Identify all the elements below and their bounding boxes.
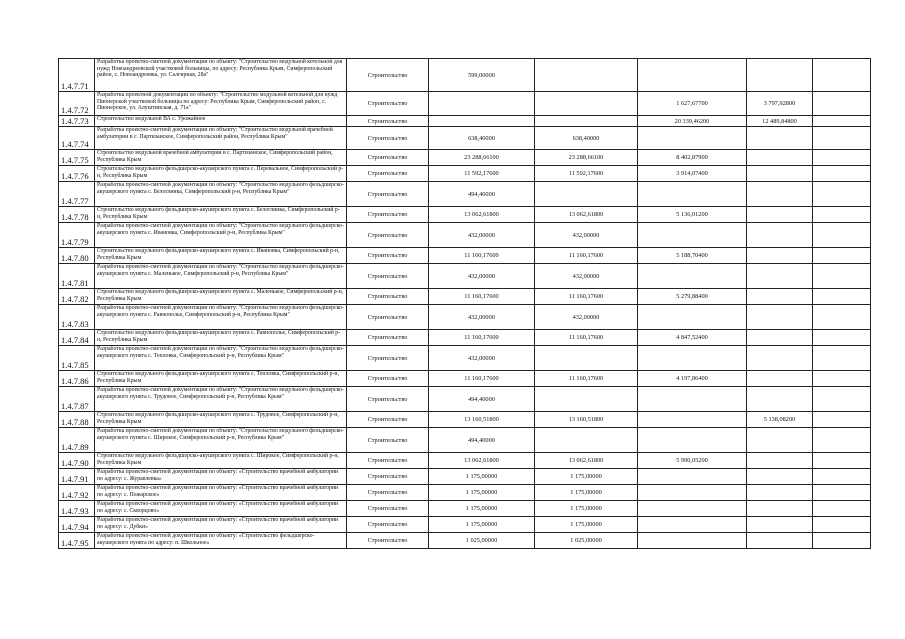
amount-col-2: 11 160,17600 [535,248,638,264]
object-description: Разработка проектно-сметной документации по объекту: "Строительство модульной котельной для нужд Новоандреевской участковой больницы, по адресу: Республика Крым, Симферопольский район, с. Новоандреевка, ул. Салгирная, 28а" [95,59,347,92]
amount-col-3 [638,305,747,330]
amount-col-5 [813,127,871,150]
amount-col-2 [535,116,638,127]
amount-col-4 [747,207,813,223]
table-row [59,166,871,182]
object-description: Строительство модульной врачебной амбулатории в с. Партизанское, Симферопольский район, Республика Крым [95,150,347,166]
row-number: 1.4.7.79 [59,223,95,248]
amount-col-2 [535,346,638,371]
row-number: 1.4.7.85 [59,346,95,371]
object-description: Строительство модульного фельдшерско-акушерского пункта с. Широкое, Симферопольский р-н, Республика Крым [95,453,347,469]
work-type: Строительство [347,305,429,330]
row-number: 1.4.7.76 [59,166,95,182]
amount-col-4 [747,166,813,182]
amount-col-4 [747,501,813,517]
amount-col-1: 1 175,00000 [429,517,535,533]
object-description: Разработка проектно-сметной документации по объекту: "Строительство модульного фельдшерско-акушерского пункта с. Маленькое, Симферопольский р-н, Республика Крым" [95,264,347,289]
table-row [59,412,871,428]
amount-col-2: 11 160,17600 [535,330,638,346]
table-row [59,223,871,248]
amount-col-2: 11 160,17600 [535,371,638,387]
work-type: Строительство [347,207,429,223]
work-type: Строительство [347,412,429,428]
amount-col-4 [747,248,813,264]
amount-col-1: 11 160,17600 [429,371,535,387]
object-description: Разработка проектно-сметной документации по объекту: "Строительство модульного фельдшерско-акушерского пункта с. Белоглинка, Симферопольский р-н, Республика Крым" [95,182,347,207]
amount-col-5 [813,248,871,264]
amount-col-5 [813,453,871,469]
amount-col-3 [638,533,747,549]
object-description: Строительство модульного фельдшерско-акушерского пункта с. Маленькое, Симферопольский р-н, Республика Крым [95,289,347,305]
amount-col-5 [813,428,871,453]
amount-col-2: 432,00000 [535,264,638,289]
amount-col-2 [535,428,638,453]
amount-col-2: 638,40000 [535,127,638,150]
amount-col-4 [747,150,813,166]
amount-col-5 [813,289,871,305]
object-description: Разработка проектно-сметной документации по объекту: "Строительство модульного фельдшерско-акушерского пункта с. Ивановка, Симферопольский р-н, Республика Крым" [95,223,347,248]
amount-col-4 [747,387,813,412]
amount-col-1: 13 160,51800 [429,412,535,428]
amount-col-3 [638,346,747,371]
amount-col-5 [813,264,871,289]
amount-col-2: 1 175,00000 [535,469,638,485]
work-type: Строительство [347,428,429,453]
object-description: Разработка проектно-сметной документации по объекту: "Строительство модульного фельдшерско-акушерского пункта с. Широкое, Симферопольский р-н, Республика Крым" [95,428,347,453]
row-number: 1.4.7.83 [59,305,95,330]
object-description: Разработка проектно-сметной документации по объекту: "Строительство модульной врачебной амбулатории в с. Партизанское, Симферопольский район, Республика Крым" [95,127,347,150]
amount-col-1: 494,40000 [429,182,535,207]
amount-col-4 [747,485,813,501]
amount-col-5 [813,305,871,330]
amount-col-4 [747,289,813,305]
table-row [59,182,871,207]
amount-col-3: 5 188,70400 [638,248,747,264]
amount-col-2: 1 025,00000 [535,533,638,549]
amount-col-4 [747,330,813,346]
object-description: Разработка проектно-сметной документации по объекту: «Строительство фельдшерско-акушерского пункта по адресу: п. Школьное» [95,533,347,549]
work-type: Строительство [347,116,429,127]
work-type: Строительство [347,223,429,248]
amount-col-3 [638,59,747,92]
table-row [59,92,871,116]
row-number: 1.4.7.82 [59,289,95,305]
row-number: 1.4.7.71 [59,59,95,92]
work-type: Строительство [347,92,429,116]
amount-col-3 [638,264,747,289]
work-type: Строительство [347,330,429,346]
amount-col-2 [535,92,638,116]
document-page [58,58,870,549]
table-row [59,453,871,469]
work-type: Строительство [347,453,429,469]
table-row [59,150,871,166]
amount-col-1: 599,00000 [429,59,535,92]
amount-col-5 [813,533,871,549]
work-type: Строительство [347,182,429,207]
amount-col-3 [638,469,747,485]
amount-col-2: 432,00000 [535,223,638,248]
table-row [59,387,871,412]
amount-col-5 [813,346,871,371]
amount-col-2: 432,00000 [535,305,638,330]
work-type: Строительство [347,166,429,182]
row-number: 1.4.7.87 [59,387,95,412]
row-number: 1.4.7.90 [59,453,95,469]
amount-col-1 [429,92,535,116]
amount-col-4: 12 489,84800 [747,116,813,127]
table-row [59,501,871,517]
amount-col-3: 4 197,86400 [638,371,747,387]
amount-col-1: 11 160,17600 [429,330,535,346]
program-table [58,58,871,549]
work-type: Строительство [347,150,429,166]
row-number: 1.4.7.77 [59,182,95,207]
amount-col-1: 432,00000 [429,264,535,289]
table-row [59,207,871,223]
amount-col-5 [813,150,871,166]
amount-col-2: 1 175,00000 [535,517,638,533]
amount-col-2: 13 160,51800 [535,412,638,428]
object-description: Строительство модульного фельдшерско-акушерского пункта с. Перевальное, Симферопольский р-н, Республика Крым [95,166,347,182]
work-type: Строительство [347,533,429,549]
amount-col-4 [747,371,813,387]
table-row [59,533,871,549]
amount-col-4 [747,428,813,453]
amount-col-4 [747,59,813,92]
amount-col-1: 11 160,17600 [429,248,535,264]
row-number: 1.4.7.74 [59,127,95,150]
table-row [59,428,871,453]
amount-col-2 [535,182,638,207]
object-description: Разработка проектно-сметной документации по объекту: «Строительство врачебной амбулатории по адресу: с. Журавлевка» [95,469,347,485]
amount-col-3: 5 136,01200 [638,207,747,223]
amount-col-4 [747,453,813,469]
amount-col-4 [747,182,813,207]
row-number: 1.4.7.73 [59,116,95,127]
amount-col-1: 638,40000 [429,127,535,150]
amount-col-3 [638,412,747,428]
object-description: Строительство модульного фельдшерско-акушерского пункта с. Ивановка, Симферопольский р-н, Республика Крым [95,248,347,264]
amount-col-3 [638,127,747,150]
amount-col-2: 11 592,17600 [535,166,638,182]
amount-col-2: 11 160,17600 [535,289,638,305]
row-number: 1.4.7.88 [59,412,95,428]
amount-col-1: 23 288,66100 [429,150,535,166]
table-row [59,469,871,485]
row-number: 1.4.7.78 [59,207,95,223]
object-description: Разработка проектно-сметной документации по объекту: «Строительство врачебной амбулатории по адресу: с. Скворцово» [95,501,347,517]
amount-col-4: 3 797,92800 [747,92,813,116]
object-description: Строительство модульного фельдшерско-акушерского пункта с. Тепловка, Симферопольский р-н, Республика Крым [95,371,347,387]
amount-col-3: 1 627,67700 [638,92,747,116]
table-row [59,264,871,289]
amount-col-5 [813,330,871,346]
amount-col-1: 13 062,61800 [429,453,535,469]
amount-col-1: 432,00000 [429,346,535,371]
object-description: Строительство модульного фельдшерско-акушерского пункта с. Трудовое, Симферопольский р-н, Республика Крым [95,412,347,428]
amount-col-5 [813,207,871,223]
amount-col-2 [535,59,638,92]
row-number: 1.4.7.72 [59,92,95,116]
object-description: Разработка проектной документации по объекту: "Строительство модульной котельной для нужд Пионерской участковой больницы по адресу: Республика Крым, Симферопольский район, с. Пионерское, ул. Алуштинская, д. 71а" [95,92,347,116]
object-description: Строительство модульного фельдшерско-акушерского пункта с. Белоглинка, Симферопольский р-н, Республика Крым [95,207,347,223]
table-row [59,346,871,371]
amount-col-5 [813,92,871,116]
work-type: Строительство [347,264,429,289]
work-type: Строительство [347,248,429,264]
amount-col-5 [813,166,871,182]
object-description: Разработка проектно-сметной документации по объекту: «Строительство врачебной амбулатории по адресу: с. Дубки» [95,517,347,533]
amount-col-4 [747,346,813,371]
object-description: Разработка проектно-сметной документации по объекту: "Строительство модульного фельдшерско-акушерского пункта с. Равнополье, Симферопольский р-н, Республика Крым" [95,305,347,330]
amount-col-2: 13 062,61800 [535,207,638,223]
amount-col-5 [813,371,871,387]
amount-col-4 [747,127,813,150]
work-type: Строительство [347,387,429,412]
table-row [59,127,871,150]
table-row [59,305,871,330]
row-number: 1.4.7.81 [59,264,95,289]
amount-col-4 [747,533,813,549]
row-number: 1.4.7.80 [59,248,95,264]
row-number: 1.4.7.91 [59,469,95,485]
amount-col-4 [747,469,813,485]
row-number: 1.4.7.86 [59,371,95,387]
work-type: Строительство [347,485,429,501]
row-number: 1.4.7.75 [59,150,95,166]
amount-col-5 [813,223,871,248]
table-row [59,248,871,264]
amount-col-1: 11 592,17600 [429,166,535,182]
amount-col-3 [638,387,747,412]
amount-col-2: 13 062,61800 [535,453,638,469]
table-row [59,517,871,533]
table-body [59,59,871,549]
amount-col-2: 1 175,00000 [535,485,638,501]
amount-col-1: 11 160,17600 [429,289,535,305]
amount-col-1: 432,00000 [429,223,535,248]
amount-col-5 [813,485,871,501]
amount-col-1: 1 025,00000 [429,533,535,549]
table-row [59,371,871,387]
object-description: Разработка проектно-сметной документации по объекту: "Строительство модульного фельдшерско-акушерского пункта с. Трудовое, Симферопольский р-н, Республика Крым" [95,387,347,412]
row-number: 1.4.7.93 [59,501,95,517]
object-description: Строительство модульной ВА с. Урожайное [95,116,347,127]
amount-col-1: 432,00000 [429,305,535,330]
amount-col-2: 1 175,00000 [535,501,638,517]
work-type: Строительство [347,501,429,517]
amount-col-5 [813,412,871,428]
amount-col-3 [638,223,747,248]
amount-col-3: 20 339,46200 [638,116,747,127]
amount-col-4 [747,305,813,330]
row-number: 1.4.7.84 [59,330,95,346]
object-description: Строительство модульного фельдшерско-акушерского пункта с. Равнополье, Симферопольский р-н, Республика Крым [95,330,347,346]
amount-col-5 [813,59,871,92]
amount-col-1: 494,40000 [429,387,535,412]
amount-col-1: 1 175,00000 [429,485,535,501]
amount-col-5 [813,387,871,412]
work-type: Строительство [347,469,429,485]
row-number: 1.4.7.95 [59,533,95,549]
work-type: Строительство [347,371,429,387]
table-row [59,59,871,92]
row-number: 1.4.7.92 [59,485,95,501]
table-row [59,485,871,501]
amount-col-5 [813,116,871,127]
amount-col-5 [813,501,871,517]
amount-col-3: 4 847,52400 [638,330,747,346]
work-type: Строительство [347,289,429,305]
row-number: 1.4.7.94 [59,517,95,533]
table-row [59,116,871,127]
amount-col-3: 5 990,05200 [638,453,747,469]
row-number: 1.4.7.89 [59,428,95,453]
amount-col-3 [638,428,747,453]
amount-col-4 [747,264,813,289]
amount-col-4 [747,223,813,248]
amount-col-1: 494,40000 [429,428,535,453]
amount-col-3 [638,517,747,533]
amount-col-1: 13 062,61800 [429,207,535,223]
amount-col-1 [429,116,535,127]
amount-col-3: 8 402,87900 [638,150,747,166]
amount-col-5 [813,469,871,485]
table-row [59,289,871,305]
amount-col-3 [638,501,747,517]
amount-col-5 [813,182,871,207]
work-type: Строительство [347,127,429,150]
amount-col-2: 23 288,66100 [535,150,638,166]
amount-col-3 [638,182,747,207]
object-description: Разработка проектно-сметной документации по объекту: «Строительство врачебной амбулатории по адресу: с. Пожарское» [95,485,347,501]
work-type: Строительство [347,346,429,371]
amount-col-5 [813,517,871,533]
amount-col-1: 1 175,00000 [429,501,535,517]
amount-col-4 [747,517,813,533]
table-row [59,330,871,346]
amount-col-3 [638,485,747,501]
amount-col-4: 5 138,08200 [747,412,813,428]
work-type: Строительство [347,59,429,92]
amount-col-1: 1 175,00000 [429,469,535,485]
amount-col-2 [535,387,638,412]
amount-col-3: 5 279,88400 [638,289,747,305]
amount-col-3: 3 914,07400 [638,166,747,182]
work-type: Строительство [347,517,429,533]
object-description: Разработка проектно-сметной документации по объекту: "Строительство модульного фельдшерско-акушерского пункта с. Тепловка, Симферопольский р-н, Республика Крым" [95,346,347,371]
